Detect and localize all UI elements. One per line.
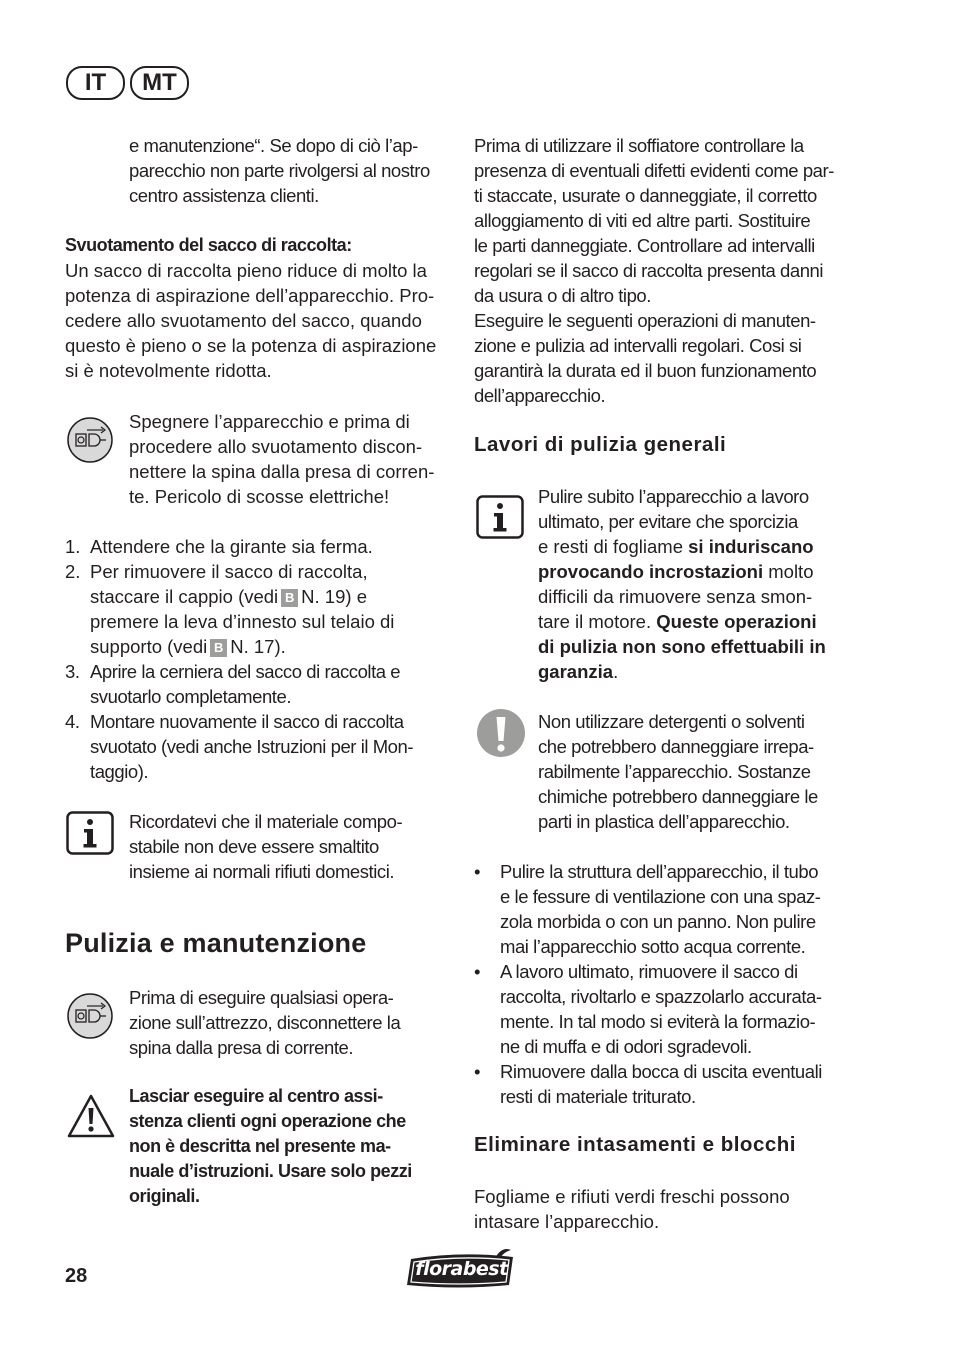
list-item: 2. Per rimuovere il sacco di raccolta, staccare il cappio (vedi B N. 19) e premere la leva d’innesto sul telaio di supporto (vedi B N. 17).	[65, 561, 395, 657]
warning-note: Lasciar eseguire al centro assi- stenza clienti ogni operazione che non è descritta nel presente ma- nuale d’istruzioni. Usare solo pezzi originali.	[129, 1086, 412, 1206]
warning-icon	[66, 1093, 116, 1139]
unplug-icon	[66, 416, 114, 464]
lavori-heading: Lavori di pulizia generali	[474, 433, 727, 456]
cleaning-info-note: Pulire subito l’apparecchio a lavoro ultimato, per evitare che sporcizia e resti di fogliame si induriscano provocando incrostazioni molto difficili da rimuovere senza smon- tare il motore. Queste operazioni di pulizia non sono effettuabili in garanzia.	[538, 486, 826, 682]
florabest-logo: florabest	[405, 1247, 518, 1289]
list-item: 1. Attendere che la girante sia ferma.	[65, 536, 373, 557]
svuotamento-section: Svuotamento del sacco di raccolta: Un sacco di raccolta pieno riduce di molto la potenza di aspirazione dell’apparecchio. Pro- cedere allo svuotamento del sacco, quando questo è pieno o se la potenza di aspirazione si è notevolmente ridotta.	[65, 233, 460, 383]
figure-reference-badge: B	[281, 589, 298, 607]
svuotamento-heading: Svuotamento del sacco di raccolta:	[65, 235, 352, 255]
info-icon	[476, 495, 524, 539]
compost-info-note: Ricordatevi che il materiale compo- stabile non deve essere smaltito insieme ai normali rifiuti domestici.	[129, 811, 403, 882]
list-item: • Pulire la struttura dell’apparecchio, il tubo e le fessure di ventilazione con una spaz- zola morbida o con un panno. Non pulire mai l’apparecchio sotto acqua corrente.	[474, 861, 821, 957]
caution-note: Non utilizzare detergenti o solventi che potrebbero danneggiare irrepa- rabilmente l’apparecchio. Sostanze chimiche potrebbero danneggiare le parti in plastica dell’apparecchio.	[538, 711, 818, 832]
elim-heading: Eliminare intasamenti e blocchi	[474, 1133, 796, 1156]
caution-icon	[476, 708, 526, 758]
unplug-note: Spegnere l’apparecchio e prima di procedere allo svuotamento discon- nettere la spina dalla presa di corren- te. Pericolo di scosse elettriche!	[129, 411, 435, 507]
cleaning-bullet-list	[474, 859, 874, 1109]
list-item: • Rimuovere dalla bocca di uscita eventuali resti di materiale triturato.	[474, 1061, 822, 1107]
language-badge-it: IT	[66, 66, 125, 100]
unplug-icon	[66, 992, 114, 1040]
elim-paragraph: Fogliame e rifiuti verdi freschi possono intasare l’apparecchio.	[474, 1186, 790, 1232]
unplug-maintenance-note: Prima di eseguire qualsiasi opera- zione sull’attrezzo, disconnettere la spina dalla presa di corrente.	[129, 987, 401, 1058]
language-badge-mt: MT	[130, 66, 189, 100]
list-item: 4. Montare nuovamente il sacco di raccolta svuotato (vedi anche Istruzioni per il Mon- taggio).	[65, 711, 414, 782]
intro-paragraph: e manutenzione“. Se dopo di ciò l’ap- parecchio non parte rivolgersi al nostro centro assistenza clienti.	[129, 135, 430, 206]
inspection-paragraph: Prima di utilizzare il soffiatore controllare la presenza di eventuali difetti evidenti come par- ti staccate, usurate o danneggiate, il corretto alloggiamento di viti ed altre parti. Sostituire le parti danneggiate. Controllare ad intervalli regolari se il sacco di raccolta presenta danni da usura o di altro tipo. Eseguire le seguenti operazioni di manuten- zione e pulizia ad intervalli regolari. Cosi si garantirà la durata ed il buon funzionamento dell’apparecchio.	[474, 135, 834, 406]
emptying-steps-list	[65, 534, 460, 784]
figure-reference-badge: B	[210, 639, 227, 657]
section-title: Pulizia e manutenzione	[65, 928, 367, 958]
list-item: • A lavoro ultimato, rimuovere il sacco di raccolta, rivoltarlo e spazzolarlo accurata- mente. In tal modo si eviterà la formazio- ne di muffa e di odori sgradevoli.	[474, 961, 822, 1057]
page-number: 28	[65, 1265, 88, 1287]
info-icon	[66, 811, 114, 855]
list-item: 3. Aprire la cerniera del sacco di raccolta e svuotarlo completamente.	[65, 661, 401, 707]
